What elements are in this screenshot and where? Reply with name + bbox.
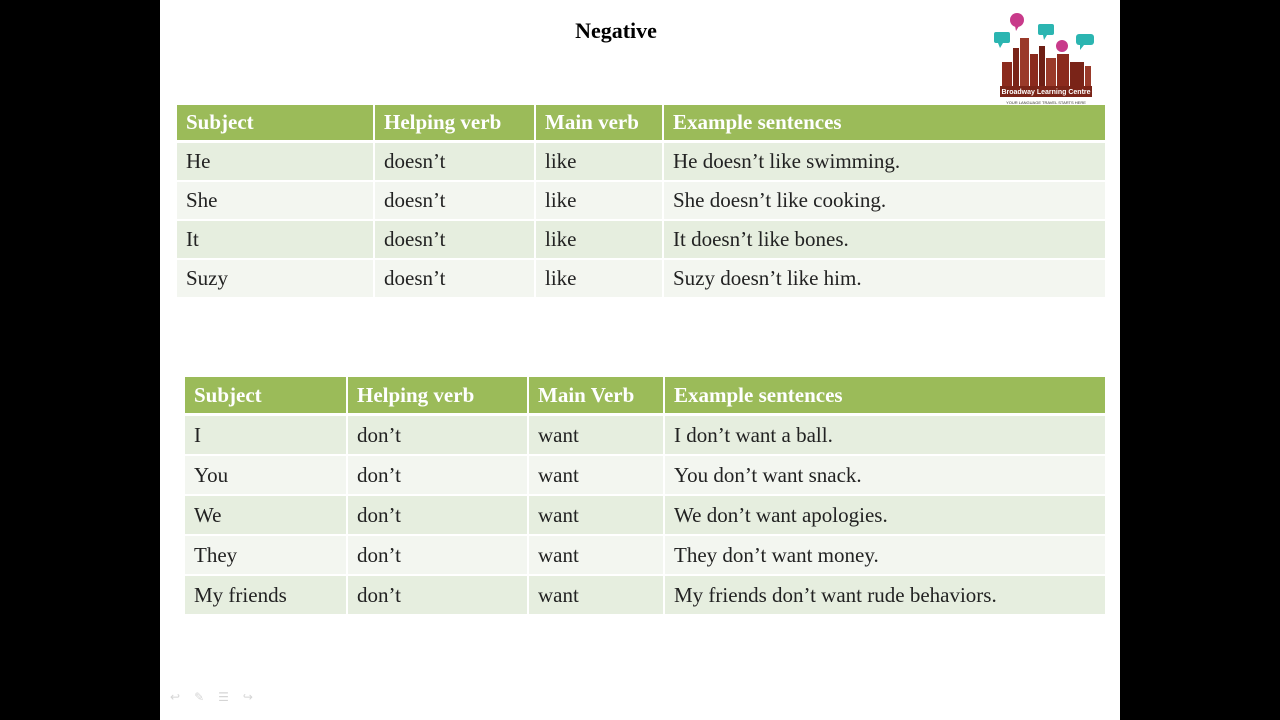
cell-subject: She [177,182,375,221]
cell-subject: They [185,536,348,576]
header-helping-verb: Helping verb [375,105,536,143]
cell-example: He doesn’t like swimming. [664,143,1105,182]
header-helping-verb: Helping verb [348,377,529,416]
table-row [177,143,1105,182]
header-example-sentences: Example sentences [665,377,1105,416]
cell-helping-verb: don’t [348,416,529,456]
cell-subject: We [185,496,348,536]
cell-main-verb: like [536,143,664,182]
cell-example: We don’t want apologies. [665,496,1105,536]
table-row [185,416,1105,456]
prev-arrow-icon[interactable]: ↩ [170,690,181,704]
cell-helping-verb: doesn’t [375,182,536,221]
slide-title: Negative [575,18,657,43]
table-row [177,182,1105,221]
cell-main-verb: like [536,182,664,221]
cell-example: You don’t want snack. [665,456,1105,496]
cell-helping-verb: don’t [348,576,529,616]
cell-subject: My friends [185,576,348,616]
cell-main-verb: want [529,456,665,496]
cell-example: I don’t want a ball. [665,416,1105,456]
slide [160,0,1120,720]
cell-example: My friends don’t want rude behaviors. [665,576,1105,616]
cell-example: It doesn’t like bones. [664,221,1105,260]
cell-subject: He [177,143,375,182]
table-row [185,576,1105,616]
cell-helping-verb: doesn’t [375,143,536,182]
cell-example: She doesn’t like cooking. [664,182,1105,221]
cell-main-verb: want [529,536,665,576]
table-row [185,536,1105,576]
cell-subject: I [185,416,348,456]
cell-helping-verb: doesn’t [375,221,536,260]
cell-example: They don’t want money. [665,536,1105,576]
table-row [177,260,1105,299]
pen-icon[interactable]: ✎ [194,690,205,704]
table-row [177,221,1105,260]
negative-doesnt-table [177,105,1105,299]
cell-main-verb: want [529,576,665,616]
table-header-row [177,105,1105,143]
cell-subject: It [177,221,375,260]
cell-helping-verb: don’t [348,456,529,496]
slideshow-controls [170,690,253,704]
header-subject: Subject [185,377,348,416]
broadway-logo [992,10,1096,112]
table-header-row [185,377,1105,416]
cell-main-verb: like [536,221,664,260]
logo-name: Broadway Learning Centre [1001,89,1091,96]
cell-subject: Suzy [177,260,375,299]
header-main-verb: Main verb [536,105,664,143]
cell-helping-verb: doesn’t [375,260,536,299]
header-example-sentences: Example sentences [664,105,1105,143]
table-row [185,496,1105,536]
logo-tagline: YOUR LANGUAGE TRAVEL STARTS HERE [1006,100,1086,105]
header-main-verb: Main Verb [529,377,665,416]
cell-helping-verb: don’t [348,536,529,576]
cell-example: Suzy doesn’t like him. [664,260,1105,299]
table-row [185,456,1105,496]
header-subject: Subject [177,105,375,143]
cell-helping-verb: don’t [348,496,529,536]
cell-main-verb: like [536,260,664,299]
cell-subject: You [185,456,348,496]
city-skyline-icon [992,10,1096,100]
menu-icon[interactable]: ☰ [218,690,229,704]
negative-dont-table [185,377,1105,616]
next-arrow-icon[interactable]: ↪ [242,690,253,704]
cell-main-verb: want [529,416,665,456]
cell-main-verb: want [529,496,665,536]
